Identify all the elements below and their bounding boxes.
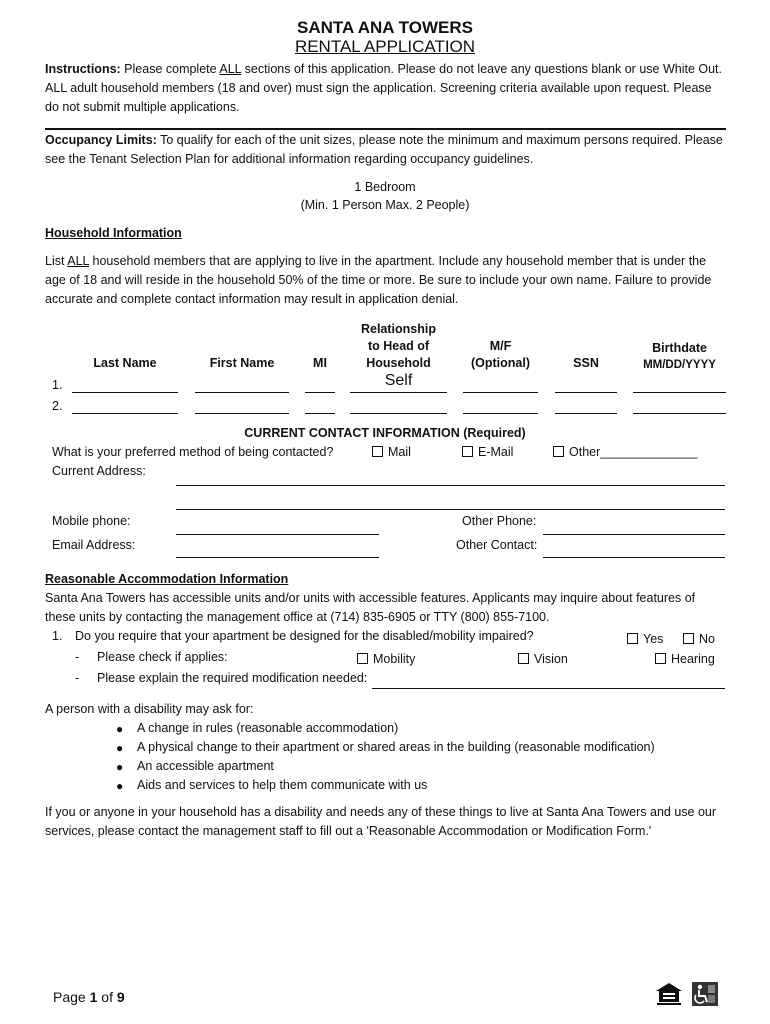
accessibility-question: Do you require that your apartment be designed for the disabled/mobility impaired?: [75, 629, 534, 643]
accommodation-heading: Reasonable Accommodation Information: [45, 572, 289, 586]
modification-field[interactable]: [372, 688, 725, 689]
no-option[interactable]: No: [683, 630, 715, 649]
accommodation-intro: Santa Ana Towers has accessible units and/or units with accessible features. Applicants may inquire about features of these units by contacting the management office at (714) 835-6905 or TTY (800) 855-7100.: [45, 591, 696, 624]
checkbox[interactable]: [357, 653, 368, 664]
unit-size: 1 Bedroom: [354, 180, 416, 194]
checkbox[interactable]: [553, 446, 564, 457]
checkbox[interactable]: [372, 446, 383, 457]
bullet-item: A physical change to their apartment or shared areas in the building (reasonable modification): [137, 740, 655, 754]
household-heading: Household Information: [45, 226, 182, 240]
relationship-field[interactable]: [350, 392, 447, 393]
mf-field[interactable]: [463, 392, 538, 393]
birthdate-field[interactable]: [633, 392, 726, 393]
mi-field[interactable]: [305, 392, 335, 393]
other-contact-field[interactable]: [543, 557, 725, 558]
col-mi: MI: [313, 356, 327, 370]
bullet-icon: ●: [116, 741, 124, 755]
bullet-icon: ●: [116, 722, 124, 736]
form-subtitle: RENTAL APPLICATION: [294, 37, 476, 56]
may-ask-label: A person with a disability may ask for:: [45, 702, 254, 716]
current-address-field[interactable]: [176, 485, 725, 486]
instructions-label: Instructions:: [45, 62, 121, 76]
checkbox[interactable]: [518, 653, 529, 664]
bullet-item: An accessible apartment: [137, 759, 274, 773]
occupancy-label: Occupancy Limits:: [45, 133, 157, 147]
col-ssn: SSN: [573, 356, 599, 370]
page-number: Page 1 of 9: [53, 989, 125, 1005]
checkbox[interactable]: [655, 653, 666, 664]
hearing-option[interactable]: Hearing: [655, 650, 715, 669]
mi-field[interactable]: [305, 413, 335, 414]
col-mf: M/F (Optional): [470, 339, 530, 370]
bullet-icon: ●: [116, 779, 124, 793]
dash: -: [75, 671, 80, 685]
dash: -: [75, 650, 80, 664]
accessibility-icon: [692, 982, 718, 1006]
email-address-field[interactable]: [176, 557, 379, 558]
col-first-name: First Name: [209, 356, 275, 370]
contact-mail-option[interactable]: Mail: [372, 443, 411, 462]
mf-field[interactable]: [463, 413, 538, 414]
row-number: 2.: [52, 399, 63, 413]
occupancy-block: Occupancy Limits: To qualify for each of the unit sizes, please note the minimum and maximum persons required. Please see the Tenant Selection Plan for additional information regarding occupancy guidelines.: [45, 133, 723, 166]
instructions-block: Instructions: Please complete ALL sections of this application. Please do not leave any questions blank or use White Out. ALL adult household members (18 and over) must sign the application. Screening criteria available upon request. Please do not submit multiple applications.: [45, 62, 722, 114]
bullet-item: A change in rules (reasonable accommodation): [137, 721, 399, 735]
contact-email-option[interactable]: E-Mail: [462, 443, 513, 462]
bullet-item: Aids and services to help them communicate with us: [137, 778, 428, 792]
ssn-field[interactable]: [555, 392, 617, 393]
current-address-field-2[interactable]: [176, 509, 725, 510]
last-name-field[interactable]: [72, 392, 178, 393]
relationship-value: Self: [384, 372, 413, 389]
bullet-icon: ●: [116, 760, 124, 774]
col-birthdate: Birthdate MM/DD/YYYY: [643, 341, 716, 371]
occupancy-limits: (Min. 1 Person Max. 2 People): [300, 198, 470, 212]
household-intro: List ALL household members that are applying to live in the apartment. Include any household member that is under the age of 18 and will reside in the household 50% of the time or more. Be sure to include your own name. Failure to provide accurate and complete contact information may result in application denial.: [45, 254, 712, 306]
check-applies-label: Please check if applies:: [97, 650, 228, 664]
equal-housing-opportunity-icon: [655, 982, 683, 1006]
birthdate-field[interactable]: [633, 413, 726, 414]
contact-method-question: What is your preferred method of being contacted?: [52, 445, 334, 459]
section-divider: [45, 128, 726, 130]
checkbox[interactable]: [683, 633, 694, 644]
ssn-field[interactable]: [555, 413, 617, 414]
other-contact-label: Other Contact:: [456, 538, 538, 552]
first-name-field[interactable]: [195, 392, 289, 393]
closing-paragraph: If you or anyone in your household has a disability and needs any of these things to live at Santa Ana Towers and use our services, please contact the management staff to fill out a 'Reasonable Accommodation or Modification Form.': [45, 805, 717, 838]
question-number: 1.: [52, 629, 63, 643]
vision-option[interactable]: Vision: [518, 650, 568, 669]
yes-option[interactable]: Yes: [627, 630, 663, 649]
row-number: 1.: [52, 378, 63, 392]
relationship-field[interactable]: [350, 413, 447, 414]
col-relationship: Relationship to Head of Household: [360, 322, 436, 370]
current-address-label: Current Address:: [52, 464, 146, 478]
form-title: SANTA ANA TOWERS: [297, 18, 473, 37]
first-name-field[interactable]: [195, 413, 289, 414]
last-name-field[interactable]: [72, 413, 178, 414]
other-phone-label: Other Phone:: [462, 514, 537, 528]
contact-heading: CURRENT CONTACT INFORMATION (Required): [244, 426, 526, 440]
col-last-name: Last Name: [93, 356, 157, 370]
explain-label: Please explain the required modification needed:: [97, 671, 368, 685]
contact-other-option[interactable]: Other______________: [553, 443, 698, 462]
mobile-phone-label: Mobile phone:: [52, 514, 131, 528]
other-phone-field[interactable]: [543, 534, 725, 535]
mobility-option[interactable]: Mobility: [357, 650, 415, 669]
checkbox[interactable]: [462, 446, 473, 457]
mobile-phone-field[interactable]: [176, 534, 379, 535]
email-address-label: Email Address:: [52, 538, 136, 552]
checkbox[interactable]: [627, 633, 638, 644]
